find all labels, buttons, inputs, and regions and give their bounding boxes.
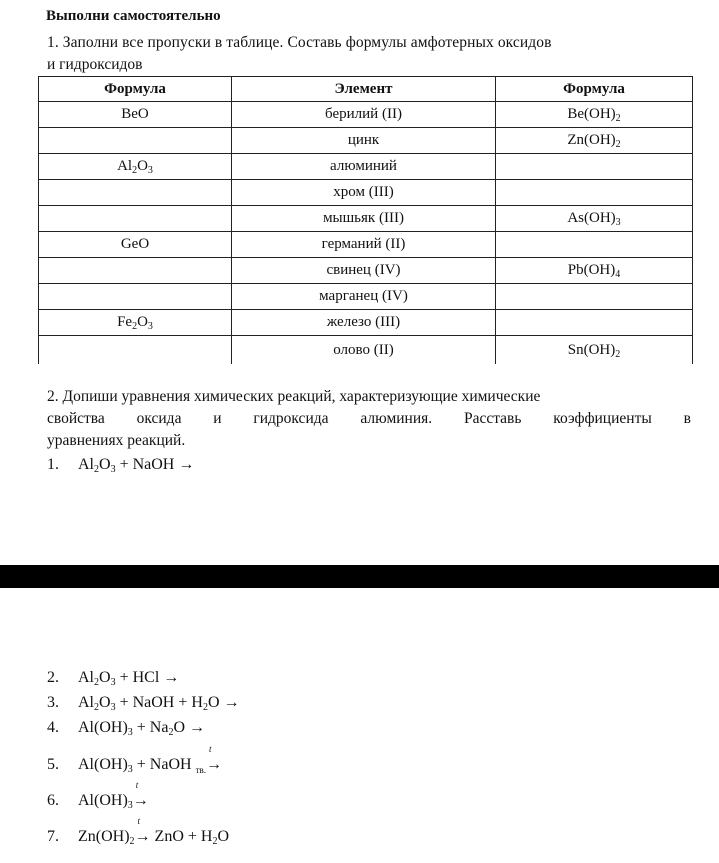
task2-instruction-line1: 2. Допиши уравнения химических реакций, характеризующие химические xyxy=(47,388,541,405)
instruction-word: гидроксида xyxy=(253,410,329,427)
equation-line[interactable] xyxy=(47,456,194,474)
instruction-word: в xyxy=(683,410,691,427)
element-name-cell: свинец (IV) xyxy=(232,258,496,284)
oxide-formula-cell[interactable] xyxy=(39,336,232,365)
oxide-formula-cell[interactable] xyxy=(39,206,232,232)
heating-arrow xyxy=(206,744,222,774)
instruction-word: и xyxy=(213,410,222,427)
table-row xyxy=(39,102,693,128)
hydroxide-formula-cell: $Be(OH)_2$ xyxy=(496,102,693,128)
table-header-row xyxy=(39,77,693,102)
heating-arrow xyxy=(134,816,151,846)
equation-products: ZnO + $H_2O$ xyxy=(150,828,230,847)
table-body xyxy=(39,102,693,365)
oxide-formula-cell: GeO xyxy=(39,232,232,258)
equation-text: $Al(OH)_3 + Na_2O$ → xyxy=(78,719,206,738)
instruction-word: свойства xyxy=(47,410,105,427)
equation-line[interactable] xyxy=(47,669,179,687)
table-row xyxy=(39,180,693,206)
table-row xyxy=(39,336,693,365)
arrow-symbol: → xyxy=(206,756,222,773)
equation-text: $Al(OH)_3$ + NaOH xyxy=(78,756,192,775)
hydroxide-formula-cell: $As(OH)_3$ xyxy=(496,206,693,232)
equation-number: 7. xyxy=(47,828,59,845)
equation-number: 5. xyxy=(47,756,59,773)
instruction-word: алюминия. xyxy=(360,410,433,427)
task2-instruction-line3: уравнениях реакций. xyxy=(47,432,186,449)
element-name-cell: олово (II) xyxy=(232,336,496,365)
oxide-formula-cell: $Al_2O_3$ xyxy=(39,154,232,180)
oxide-formula-cell[interactable] xyxy=(39,258,232,284)
equation-number: 3. xyxy=(47,694,59,711)
oxide-formula-cell: $Fe_2O_3$ xyxy=(39,310,232,336)
element-name-cell: алюминий xyxy=(232,154,496,180)
heating-arrow xyxy=(132,780,149,810)
header-element: Элемент xyxy=(232,77,496,102)
equation-number: 6. xyxy=(47,792,59,809)
equation-number: 2. xyxy=(47,669,59,686)
oxide-formula-cell[interactable] xyxy=(39,128,232,154)
arrow-symbol: → xyxy=(134,828,151,845)
element-name-cell: цинк xyxy=(232,128,496,154)
element-name-cell: мышьяк (III) xyxy=(232,206,496,232)
equation-text: $Al_2O_3$ + HCl → xyxy=(78,669,180,688)
instruction-word: коэффициенты xyxy=(553,410,652,427)
table-row xyxy=(39,284,693,310)
temperature-mark: t xyxy=(137,816,141,826)
black-redaction-band xyxy=(0,565,719,588)
oxide-formula-cell[interactable] xyxy=(39,284,232,310)
temperature-mark: t xyxy=(209,744,212,754)
hydroxide-formula-cell[interactable] xyxy=(496,180,693,206)
temperature-mark: t xyxy=(135,780,139,790)
hydroxide-formula-cell[interactable] xyxy=(496,284,693,310)
hydroxide-formula-cell[interactable] xyxy=(496,310,693,336)
table-row xyxy=(39,154,693,180)
equation-text: $Al(OH)_3$ xyxy=(78,792,133,811)
table-row xyxy=(39,258,693,284)
arrow-symbol: → xyxy=(132,792,149,809)
header-oxide-formula: Формула xyxy=(39,77,232,102)
oxide-hydroxide-table xyxy=(38,76,693,364)
instruction-word: оксида xyxy=(136,410,182,427)
table-row xyxy=(39,128,693,154)
element-name-cell: германий (II) xyxy=(232,232,496,258)
equation-line[interactable] xyxy=(47,719,205,737)
element-name-cell: марганец (IV) xyxy=(232,284,496,310)
hydroxide-formula-cell: $Zn(OH)_2$ xyxy=(496,128,693,154)
element-name-cell: железо (III) xyxy=(232,310,496,336)
solid-state-tag: тв. xyxy=(195,765,206,775)
hydroxide-formula-cell: $Pb(OH)_4$ xyxy=(496,258,693,284)
equation-number: 4. xyxy=(47,719,59,736)
hydroxide-formula-cell[interactable] xyxy=(496,154,693,180)
equation-line[interactable] xyxy=(47,694,240,712)
equation-line[interactable] xyxy=(47,816,230,847)
equation-text: $Al_2O_3$ + NaOH + $H_2O$ → xyxy=(78,694,240,713)
exercise-heading: Выполни самостоятельно xyxy=(46,8,221,24)
table-row xyxy=(39,310,693,336)
oxide-formula-cell[interactable] xyxy=(39,180,232,206)
header-hydroxide-formula: Формула xyxy=(496,77,693,102)
element-name-cell: хром (III) xyxy=(232,180,496,206)
equation-line[interactable] xyxy=(47,780,149,811)
element-name-cell: берилий (II) xyxy=(232,102,496,128)
table-row xyxy=(39,232,693,258)
hydroxide-formula-cell: $Sn(OH)_2$ xyxy=(496,336,693,365)
task2-instruction-line2 xyxy=(47,410,691,428)
task1-instruction-line2: и гидроксидов xyxy=(47,56,143,73)
equation-line[interactable] xyxy=(47,744,222,775)
hydroxide-formula-cell[interactable] xyxy=(496,232,693,258)
equation-text: $Zn(OH)_2$ xyxy=(78,828,135,847)
equation-text: $Al_2O_3$ + NaOH → xyxy=(78,456,195,475)
table-row xyxy=(39,206,693,232)
instruction-word: Расставь xyxy=(463,410,522,427)
task1-instruction-line1: 1. Заполни все пропуски в таблице. Составь формулы амфотерных оксидов xyxy=(47,34,552,51)
oxide-formula-cell: BeO xyxy=(39,102,232,128)
equation-number: 1. xyxy=(47,456,59,473)
